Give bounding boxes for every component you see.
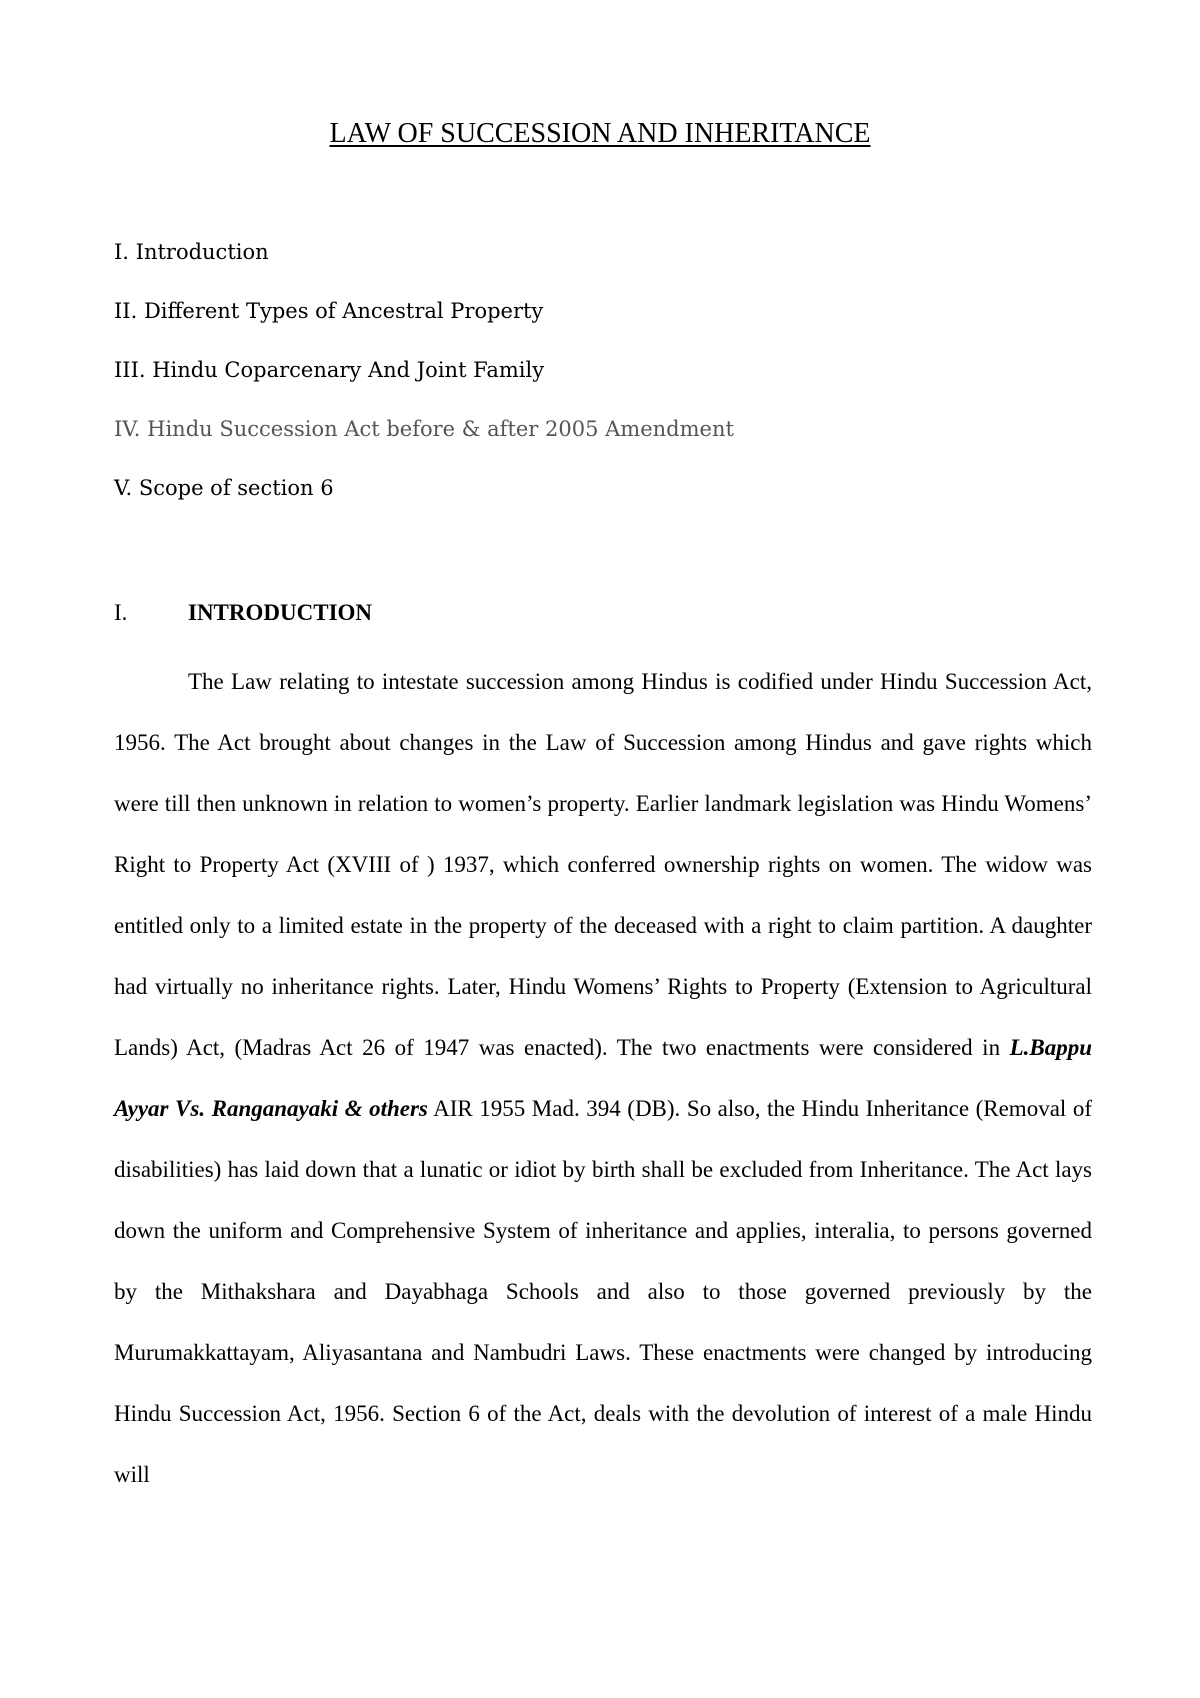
case-citation-name: L.Bappu Ayyar Vs. Ranganayaki & others (114, 1035, 1092, 1121)
paragraph-text-part1: The Law relating to intestate succession among Hindus is codified under Hindu Succession Act, 1956. The Act brought about changes in the Law of Succession among Hindus and gave rights which were till then unknown in relation to women’s property. Earlier landmark legislation was Hindu Womens’ Right to Property Act (XVIII of ) 1937, which conferred ownership rights on women. The widow was entitled only to a limited estate in the property of the deceased with a right to claim partition. A daughter had virtually no inheritance rights. Later, Hindu Womens’ Rights to Property (Extension to Agricultural Lands) Act, (Madras Act 26 of 1947 was enacted). The two enactments were considered in (114, 669, 1092, 1060)
section-title: INTRODUCTION (188, 600, 373, 625)
section-number: I. (114, 600, 128, 625)
paragraph-text-part2: AIR 1955 Mad. 394 (DB). So also, the Hindu Inheritance (Removal of disabilities) has laid down that a lunatic or idiot by birth shall be excluded from Inheritance. The Act lays down the uniform and Comprehensive System of inheritance and applies, interalia, to persons governed by the Mithakshara and Dayabhaga Schools and also to those governed previously by the Murumakkattayam, Aliyasantana and Nambudri Laws. These enactments were changed by introducing Hindu Succession Act, 1956. Section 6 of the Act, deals with the devolution of interest of a male Hindu will (114, 1096, 1092, 1487)
document-title: LAW OF SUCCESSION AND INHERITANCE (329, 118, 871, 149)
section-heading (114, 598, 372, 628)
toc-item-introduction: I. Introduction (114, 240, 269, 264)
toc-item-ancestral-property: II. Different Types of Ancestral Property (114, 299, 544, 323)
body-paragraph (114, 651, 1092, 1505)
toc-item-scope-section-6: V. Scope of section 6 (114, 476, 334, 500)
toc-item-coparcenary: III. Hindu Coparcenary And Joint Family (114, 358, 545, 382)
table-of-contents (114, 241, 1114, 536)
toc-item-succession-act-amendment: IV. Hindu Succession Act before & after 2005 Amendment (114, 417, 734, 441)
